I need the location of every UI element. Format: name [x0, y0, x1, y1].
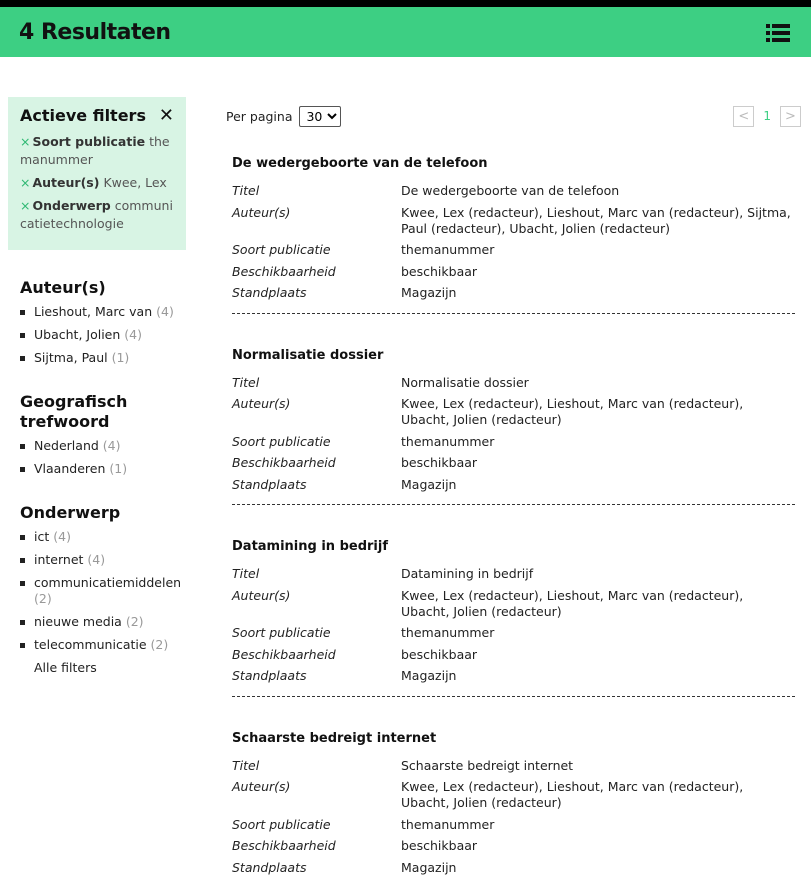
- results-main: [226, 105, 801, 887]
- results-title: 4 Resultaten: [19, 20, 171, 45]
- record-title-link[interactable]: Datamining in bedrijf: [232, 539, 795, 554]
- active-filters-title: Actieve filters: [20, 106, 146, 125]
- field-value: beschikbaar: [401, 455, 795, 471]
- record-title-link[interactable]: De wedergeboorte van de telefoon: [232, 156, 795, 171]
- result-record: [232, 156, 795, 314]
- prev-page-button[interactable]: <: [733, 106, 754, 127]
- field-label: Beschikbaarheid: [232, 647, 401, 663]
- field-label: Titel: [232, 375, 401, 391]
- facet-item[interactable]: internet (4): [20, 552, 186, 568]
- field-label: Standplaats: [232, 477, 401, 493]
- facet-item[interactable]: Lieshout, Marc van (4): [20, 304, 186, 320]
- field-label: Titel: [232, 758, 401, 774]
- field-label: Titel: [232, 566, 401, 582]
- filter-key: Onderwerp: [32, 198, 110, 213]
- next-page-button[interactable]: >: [780, 106, 801, 127]
- field-label: Soort publicatie: [232, 817, 401, 833]
- facet-subject: [8, 503, 186, 675]
- field-label: Standplaats: [232, 285, 401, 301]
- current-page[interactable]: 1: [763, 109, 771, 123]
- remove-filter-icon[interactable]: ×: [20, 134, 30, 149]
- facet-title: Auteur(s): [20, 278, 186, 298]
- field-value: Datamining in bedrijf: [401, 566, 795, 582]
- record-title-link[interactable]: Normalisatie dossier: [232, 348, 795, 363]
- field-value: Kwee, Lex (redacteur), Lieshout, Marc van (redacteur), Ubacht, Jolien (redacteur): [401, 396, 795, 428]
- filter-value: Kwee, Lex: [103, 175, 166, 190]
- field-label: Standplaats: [232, 860, 401, 876]
- field-value: themanummer: [401, 242, 795, 258]
- field-label: Beschikbaarheid: [232, 455, 401, 471]
- field-value: themanummer: [401, 625, 795, 641]
- facet-title: Onderwerp: [20, 503, 186, 523]
- facet-authors: [8, 278, 186, 366]
- record-title-link[interactable]: Schaarste bedreigt internet: [232, 731, 795, 746]
- facet-title: Geografisch trefwoord: [20, 392, 186, 432]
- field-value: Magazijn: [401, 285, 795, 301]
- field-label: Soort publicatie: [232, 625, 401, 641]
- filter-key: Soort publicatie: [32, 134, 145, 149]
- field-value: beschikbaar: [401, 647, 795, 663]
- facet-item[interactable]: telecommunicatie (2): [20, 637, 186, 653]
- remove-filter-icon[interactable]: ×: [20, 175, 30, 190]
- filter-key: Auteur(s): [32, 175, 99, 190]
- clear-filters-icon[interactable]: ✕: [159, 105, 174, 126]
- results-toolbar: [226, 105, 801, 127]
- field-value: themanummer: [401, 817, 795, 833]
- field-label: Auteur(s): [232, 588, 401, 620]
- active-filter: [20, 197, 174, 233]
- field-label: Titel: [232, 183, 401, 199]
- field-value: themanummer: [401, 434, 795, 450]
- active-filters-panel: [8, 97, 186, 250]
- field-value: Normalisatie dossier: [401, 375, 795, 391]
- field-value: Schaarste bedreigt internet: [401, 758, 795, 774]
- facet-item[interactable]: ict (4): [20, 529, 186, 545]
- facet-item[interactable]: nieuwe media (2): [20, 614, 186, 630]
- facet-item[interactable]: communicatiemiddelen (2): [20, 575, 186, 607]
- top-strip: [0, 0, 811, 7]
- field-value: beschikbaar: [401, 264, 795, 280]
- result-record: [232, 731, 795, 887]
- per-page-label: Per pagina: [226, 109, 292, 124]
- field-label: Beschikbaarheid: [232, 838, 401, 854]
- field-value: Kwee, Lex (redacteur), Lieshout, Marc van (redacteur), Ubacht, Jolien (redacteur): [401, 588, 795, 620]
- filter-value: communicatietechnologie: [20, 198, 173, 231]
- filter-value: themanummer: [20, 134, 170, 167]
- field-label: Beschikbaarheid: [232, 264, 401, 280]
- field-label: Auteur(s): [232, 396, 401, 428]
- field-value: Kwee, Lex (redacteur), Lieshout, Marc van (redacteur), Sijtma, Paul (redacteur), Ubacht, Jolien (redacteur): [401, 205, 795, 237]
- per-page-select[interactable]: [299, 106, 341, 127]
- active-filter: [20, 133, 174, 169]
- result-record: [232, 539, 795, 697]
- header-bar: [0, 7, 811, 57]
- facet-item[interactable]: Sijtma, Paul (1): [20, 350, 186, 366]
- field-label: Auteur(s): [232, 779, 401, 811]
- facet-item[interactable]: Nederland (4): [20, 438, 186, 454]
- active-filter: [20, 174, 174, 192]
- facet-item[interactable]: Vlaanderen (1): [20, 461, 186, 477]
- list-icon[interactable]: [766, 24, 790, 42]
- field-label: Standplaats: [232, 668, 401, 684]
- all-filters-link[interactable]: Alle filters: [20, 660, 186, 675]
- field-value: Kwee, Lex (redacteur), Lieshout, Marc van (redacteur), Ubacht, Jolien (redacteur): [401, 779, 795, 811]
- facet-item[interactable]: Ubacht, Jolien (4): [20, 327, 186, 343]
- facet-geo: [8, 392, 186, 477]
- field-value: De wedergeboorte van de telefoon: [401, 183, 795, 199]
- field-value: Magazijn: [401, 668, 795, 684]
- remove-filter-icon[interactable]: ×: [20, 198, 30, 213]
- pagination: [733, 106, 801, 127]
- field-value: beschikbaar: [401, 838, 795, 854]
- field-value: Magazijn: [401, 477, 795, 493]
- field-value: Magazijn: [401, 860, 795, 876]
- field-label: Soort publicatie: [232, 434, 401, 450]
- result-record: [232, 348, 795, 506]
- field-label: Auteur(s): [232, 205, 401, 237]
- sidebar: [8, 97, 186, 675]
- field-label: Soort publicatie: [232, 242, 401, 258]
